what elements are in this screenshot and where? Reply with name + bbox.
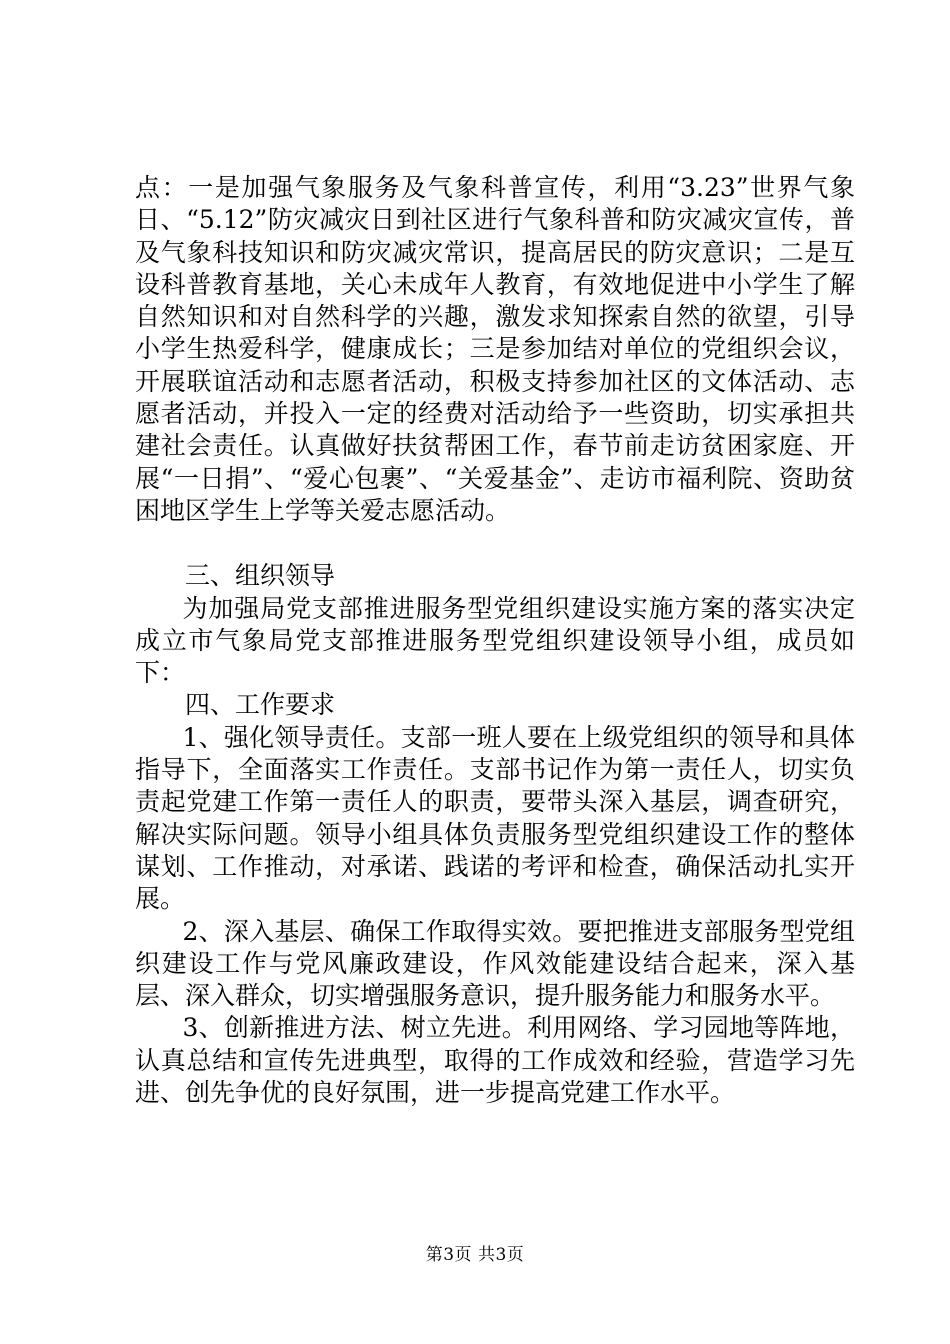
paragraph-requirement-1: 1、强化领导责任。支部一班人要在上级党组织的领导和具体指导下，全面落实工作责任。支部书记作为第一责任人，切实负责起党建工作第一责任人的职责，要带头深入基层，调查研究，解决实际问题。领导小组具体负责服务型党组织建设工作的整体谋划、工作推动，对承诺、践诺的考评和检查，确保活动扎实开展。 [135,722,855,914]
page-number-footer: 第3页 共3页 [425,1245,525,1265]
section-heading-organization: 三、组织领导 [185,561,336,591]
paragraph-continuation: 点：一是加强气象服务及气象科普宣传，利用“3.23”世界气象日、“5.12”防灾减灾日到社区进行气象科普和防灾减灾宣传，普及气象科技知识和防灾减灾常识，提高居民的防灾意识；二是互设科普教育基地，关心未成年人教育，有效地促进中小学生了解自然知识和对自然科学的兴趣，激发求知探索自然的欲望，引导小学生热爱科学，健康成长；三是参加结对单位的党组织会议，开展联谊活动和志愿者活动，积极支持参加社区的文体活动、志愿者活动，并投入一定的经费对活动给予一些资助，切实承担共建社会责任。认真做好扶贫帮困工作，春节前走访贫困家庭、开展“一日捐”、“爱心包裹”、“关爱基金”、走访市福利院、资助贫困地区学生上学等关爱志愿活动。 [135,173,855,525]
paragraph-requirement-2: 2、深入基层、确保工作取得实效。要把推进支部服务型党组织建设工作与党风廉政建设，作风效能建设结合起来，深入基层、深入群众，切实增强服务意识，提升服务能力和服务水平。 [135,916,855,1011]
paragraph-gap [135,527,855,560]
section-heading-requirements: 四、工作要求 [185,690,336,720]
paragraph-organization: 为加强局党支部推进服务型党组织建设实施方案的落实决定成立市气象局党支部推进服务型党组织建设领导小组，成员如下： [135,593,855,688]
document-body [135,172,855,1109]
paragraph-requirement-3: 3、创新推进方法、树立先进。利用网络、学习园地等阵地，认真总结和宣传先进典型，取得的工作成效和经验，营造学习先进、创先争优的良好氛围，进一步提高党建工作水平。 [135,1013,855,1108]
